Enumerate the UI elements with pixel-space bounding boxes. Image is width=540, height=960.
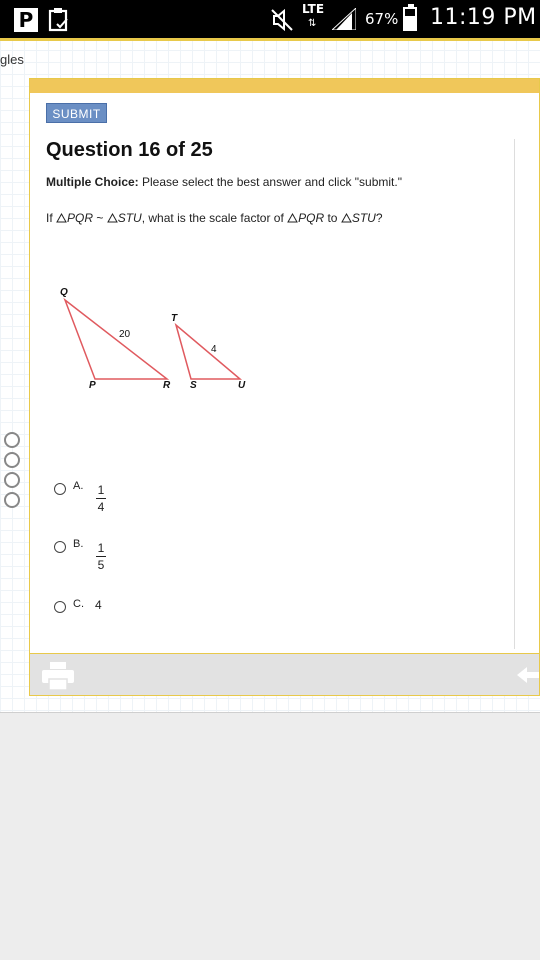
vertex-s: S bbox=[190, 380, 197, 391]
battery-percent: 67% bbox=[365, 10, 399, 28]
prompt-pqr: PQR bbox=[298, 211, 325, 225]
triangle-figure bbox=[50, 279, 280, 399]
print-icon[interactable] bbox=[42, 662, 74, 690]
triangle-icon bbox=[287, 213, 298, 223]
option-fraction bbox=[96, 541, 106, 572]
network-type: LTE bbox=[302, 2, 325, 16]
triangle-icon bbox=[56, 213, 67, 223]
side-radio[interactable] bbox=[4, 472, 20, 488]
side-radio[interactable] bbox=[4, 452, 20, 468]
side-label-pqr: 20 bbox=[119, 329, 131, 340]
prompt-pqr: PQR bbox=[67, 211, 94, 225]
question-title: Question 16 of 25 bbox=[46, 139, 213, 161]
radio-button[interactable] bbox=[54, 483, 66, 495]
back-arrow-icon[interactable] bbox=[517, 667, 539, 683]
radio-button[interactable] bbox=[54, 541, 66, 553]
prompt-text: to bbox=[324, 211, 341, 225]
column-divider bbox=[514, 139, 515, 649]
triangle-stu bbox=[176, 325, 240, 379]
side-radio[interactable] bbox=[4, 432, 20, 448]
frame-header-bar bbox=[30, 79, 539, 93]
prompt-similar: ~ bbox=[93, 211, 107, 225]
question-prompt bbox=[46, 211, 383, 225]
numerator: 1 bbox=[97, 483, 105, 497]
page-top-border bbox=[0, 38, 540, 41]
prompt-text: , what is the scale factor of bbox=[141, 211, 288, 225]
triangle-icon bbox=[341, 213, 352, 223]
pandora-icon: P bbox=[14, 8, 38, 32]
prompt-text: ? bbox=[375, 211, 383, 225]
vertex-u: U bbox=[238, 380, 246, 391]
vertex-q: Q bbox=[60, 287, 68, 298]
numerator: 1 bbox=[97, 541, 105, 555]
battery-icon bbox=[403, 7, 417, 31]
data-arrows-icon: ⇅ bbox=[308, 18, 317, 29]
triangle-icon bbox=[107, 213, 118, 223]
option-letter: C. bbox=[73, 598, 84, 610]
instructions bbox=[46, 175, 402, 189]
option-value: 4 bbox=[95, 598, 102, 612]
prompt-stu: STU bbox=[117, 211, 142, 225]
triangle-pqr bbox=[65, 300, 167, 379]
option-letter: B. bbox=[73, 538, 84, 550]
clipboard-icon bbox=[48, 8, 70, 32]
side-radio[interactable] bbox=[4, 492, 20, 508]
option-letter: A. bbox=[73, 480, 84, 492]
instructions-label: Multiple Choice: bbox=[46, 175, 139, 189]
side-label-stu: 4 bbox=[211, 344, 217, 355]
denominator: 4 bbox=[97, 500, 105, 514]
option-fraction bbox=[96, 483, 106, 514]
mute-icon bbox=[270, 8, 294, 32]
status-bar bbox=[0, 0, 540, 38]
vertex-r: R bbox=[163, 380, 171, 391]
radio-button[interactable] bbox=[54, 601, 66, 613]
side-radio-column bbox=[4, 432, 22, 512]
prompt-text: If bbox=[46, 211, 57, 225]
instructions-text: Please select the best answer and click "submit." bbox=[138, 175, 402, 189]
frame-footer bbox=[30, 653, 539, 695]
clock: 11:19 PM bbox=[430, 5, 537, 30]
signal-icon bbox=[332, 8, 356, 30]
question-frame bbox=[29, 78, 540, 696]
submit-button[interactable]: SUBMIT bbox=[46, 103, 107, 123]
prompt-stu: STU bbox=[351, 211, 376, 225]
vertex-p: P bbox=[89, 380, 96, 391]
denominator: 5 bbox=[97, 558, 105, 572]
vertex-t: T bbox=[171, 313, 178, 324]
tab-title-fragment[interactable]: gles bbox=[0, 52, 24, 67]
page-bottom-border bbox=[0, 712, 540, 713]
